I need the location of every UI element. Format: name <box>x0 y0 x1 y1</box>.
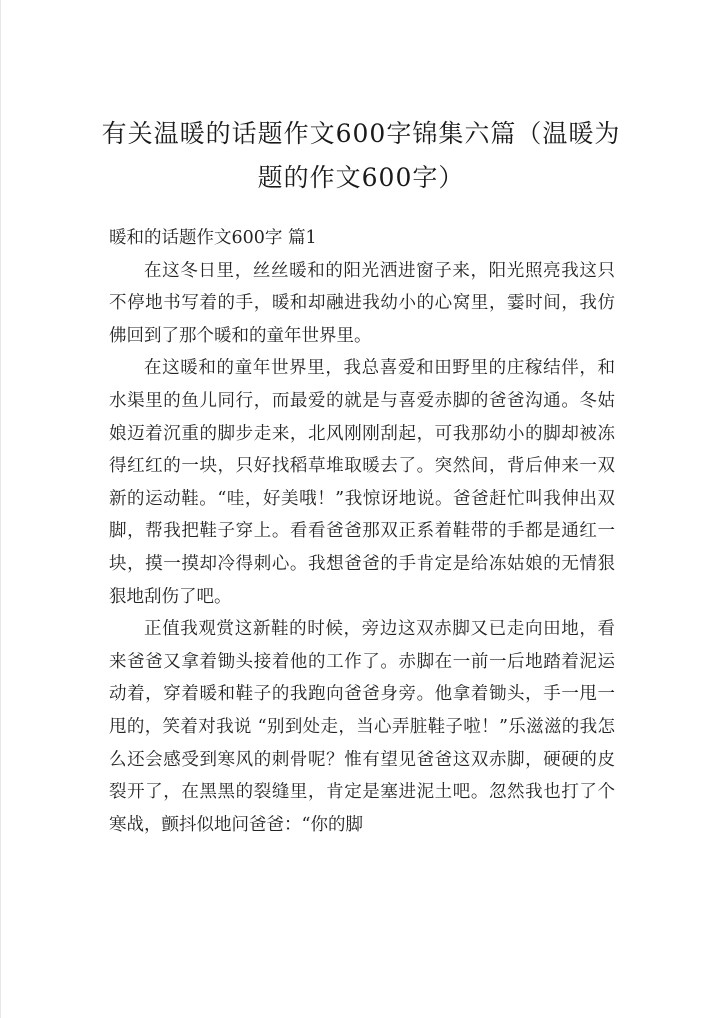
document-title: 有关温暖的话题作文600字锦集六篇（温暖为题的作文600字） <box>101 119 621 192</box>
paragraph-2: 在这暖和的童年世界里，我总喜爱和田野里的庄稼结伴，和水渠里的鱼儿同行，而最爱的就是与喜爱赤脚的爸爸沟通。冬姑娘迈着沉重的脚步走来，北风刚刚刮起，可我那幼小的脚却被冻得红红的一块，只好找稻草堆取暖去了。突然间，背后伸来一双新的运动鞋。“哇，好美哦！”我惊讶地说。爸爸赶忙叫我伸出双脚，帮我把鞋子穿上。看看爸爸那双正系着鞋带的手都是通红一块，摸一摸却冷得刺心。我想爸爸的手肯定是给冻姑娘的无情狠狠地刮伤了吧。 <box>109 358 615 607</box>
section-heading: 暖和的话题作文600字 篇1 <box>109 228 317 248</box>
paragraph-3: 正值我观赏这新鞋的时候，旁边这双赤脚又已走向田地，看来爸爸又拿着锄头接着他的工作了。赤脚在一前一后地踏着泥运动着，穿着暖和鞋子的我跑向爸爸身旁。他拿着锄头，手一甩一甩的，笑着对我说 “别到处走，当心弄脏鞋子啦！”乐滋滋的我怎么还会感受到寒风的刺骨呢？惟有望见爸爸这双赤脚，硬硬的皮裂开了，在黑黑的裂缝里，肯定是塞进泥土吧。忽然我也打了个寒战，颤抖似地问爸爸：“你的脚 <box>109 619 615 835</box>
document-body <box>109 222 615 841</box>
paragraph-1: 在这冬日里，丝丝暖和的阳光洒进窗子来，阳光照亮我这只不停地书写着的手，暖和却融进我幼小的心窝里，霎时间，我仿佛回到了那个暖和的童年世界里。 <box>109 260 615 346</box>
